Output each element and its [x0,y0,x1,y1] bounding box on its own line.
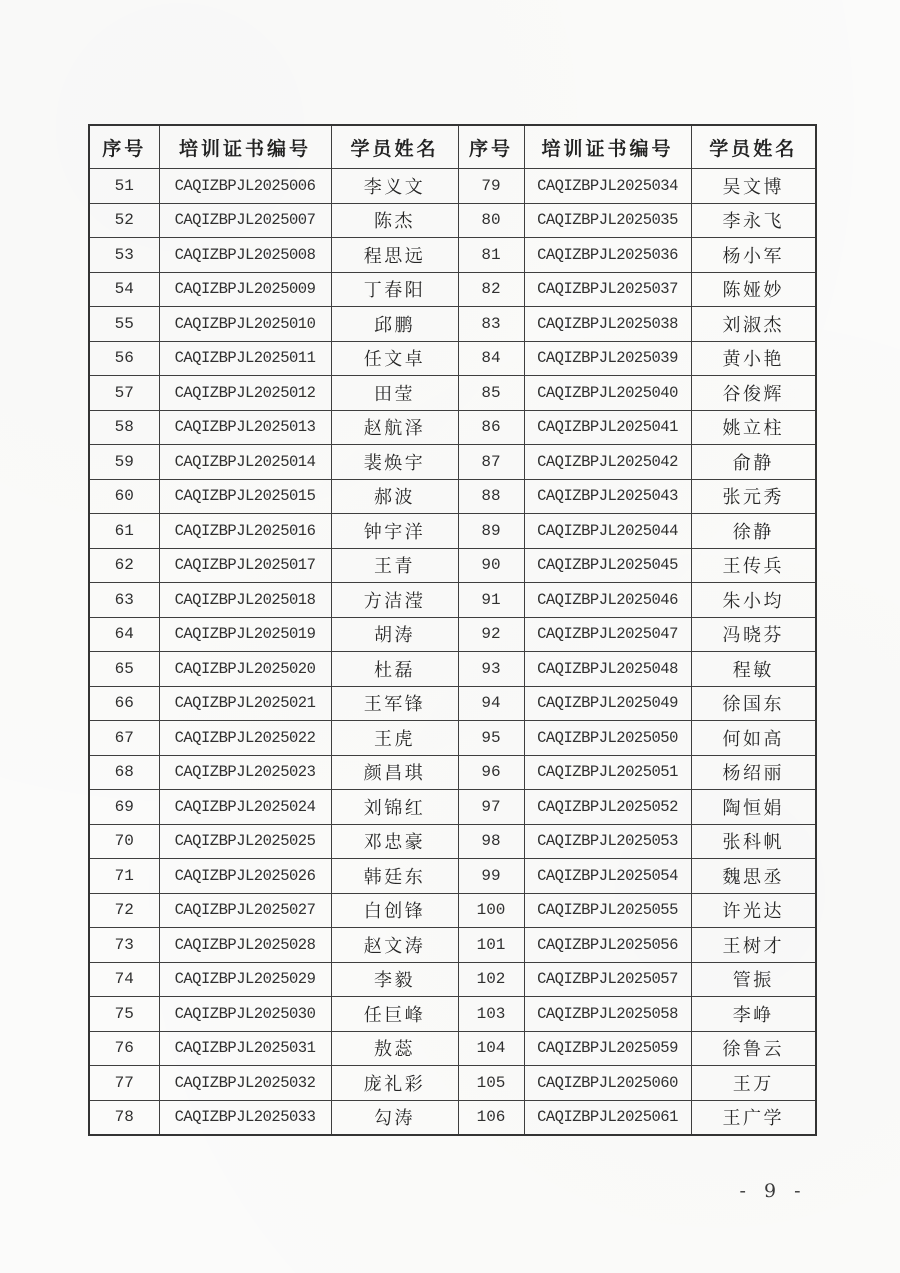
cert-number-cell: CAQIZBPJL2025043 [524,479,691,514]
cert-number-cell: CAQIZBPJL2025044 [524,514,691,549]
cert-number-cell: CAQIZBPJL2025041 [524,410,691,445]
serial-cell: 60 [89,479,159,514]
serial-cell: 69 [89,790,159,825]
student-name-cell: 刘锦红 [331,790,458,825]
student-name-cell: 王广学 [691,1100,816,1135]
student-name-cell: 陈杰 [331,203,458,238]
table-row [89,859,816,894]
student-name-cell: 李毅 [331,962,458,997]
col-header-cert-left: 培训证书编号 [159,125,331,169]
serial-cell: 88 [458,479,524,514]
table-row [89,238,816,273]
table-row [89,548,816,583]
serial-cell: 89 [458,514,524,549]
serial-cell: 52 [89,203,159,238]
serial-cell: 64 [89,617,159,652]
serial-cell: 55 [89,307,159,342]
student-name-cell: 任巨峰 [331,997,458,1032]
cert-number-cell: CAQIZBPJL2025052 [524,790,691,825]
table-row [89,341,816,376]
cert-number-cell: CAQIZBPJL2025015 [159,479,331,514]
student-name-cell: 陶恒娟 [691,790,816,825]
student-name-cell: 管振 [691,962,816,997]
serial-cell: 99 [458,859,524,894]
table-row [89,307,816,342]
student-name-cell: 徐静 [691,514,816,549]
cert-number-cell: CAQIZBPJL2025042 [524,445,691,480]
cert-number-cell: CAQIZBPJL2025056 [524,928,691,963]
cert-number-cell: CAQIZBPJL2025027 [159,893,331,928]
serial-cell: 98 [458,824,524,859]
serial-cell: 96 [458,755,524,790]
cert-number-cell: CAQIZBPJL2025010 [159,307,331,342]
serial-cell: 82 [458,272,524,307]
student-name-cell: 俞静 [691,445,816,480]
table-row [89,272,816,307]
serial-cell: 90 [458,548,524,583]
table-row [89,479,816,514]
col-header-name-left: 学员姓名 [331,125,458,169]
student-name-cell: 颜昌琪 [331,755,458,790]
table-row [89,410,816,445]
cert-number-cell: CAQIZBPJL2025055 [524,893,691,928]
serial-cell: 61 [89,514,159,549]
student-name-cell: 白创锋 [331,893,458,928]
student-name-cell: 郝波 [331,479,458,514]
serial-cell: 77 [89,1066,159,1101]
table-row [89,824,816,859]
cert-number-cell: CAQIZBPJL2025025 [159,824,331,859]
table-row [89,376,816,411]
student-name-cell: 王军锋 [331,686,458,721]
student-name-cell: 赵航泽 [331,410,458,445]
serial-cell: 70 [89,824,159,859]
serial-cell: 105 [458,1066,524,1101]
student-name-cell: 丁春阳 [331,272,458,307]
table-row [89,997,816,1032]
table-row [89,617,816,652]
student-name-cell: 李义文 [331,169,458,204]
table-row [89,583,816,618]
student-name-cell: 吴文博 [691,169,816,204]
cert-number-cell: CAQIZBPJL2025026 [159,859,331,894]
student-name-cell: 程敏 [691,652,816,687]
cert-number-cell: CAQIZBPJL2025057 [524,962,691,997]
student-name-cell: 王树才 [691,928,816,963]
cert-number-cell: CAQIZBPJL2025045 [524,548,691,583]
cert-number-cell: CAQIZBPJL2025060 [524,1066,691,1101]
serial-cell: 93 [458,652,524,687]
student-name-cell: 裴焕宇 [331,445,458,480]
table-row [89,514,816,549]
serial-cell: 79 [458,169,524,204]
student-name-cell: 邓忠豪 [331,824,458,859]
serial-cell: 57 [89,376,159,411]
student-name-cell: 魏思丞 [691,859,816,894]
student-name-cell: 邱鹏 [331,307,458,342]
serial-cell: 65 [89,652,159,687]
serial-cell: 66 [89,686,159,721]
serial-cell: 101 [458,928,524,963]
student-name-cell: 庞礼彩 [331,1066,458,1101]
col-header-name-right: 学员姓名 [691,125,816,169]
cert-number-cell: CAQIZBPJL2025040 [524,376,691,411]
student-name-cell: 杜磊 [331,652,458,687]
serial-cell: 56 [89,341,159,376]
table-row [89,1066,816,1101]
cert-number-cell: CAQIZBPJL2025049 [524,686,691,721]
student-name-cell: 勾涛 [331,1100,458,1135]
serial-cell: 71 [89,859,159,894]
serial-cell: 78 [89,1100,159,1135]
cert-number-cell: CAQIZBPJL2025048 [524,652,691,687]
student-name-cell: 程思远 [331,238,458,273]
cert-number-cell: CAQIZBPJL2025014 [159,445,331,480]
student-name-cell: 谷俊辉 [691,376,816,411]
table-row [89,169,816,204]
cert-number-cell: CAQIZBPJL2025024 [159,790,331,825]
serial-cell: 94 [458,686,524,721]
student-name-cell: 田莹 [331,376,458,411]
student-name-cell: 陈娅妙 [691,272,816,307]
student-name-cell: 赵文涛 [331,928,458,963]
student-name-cell: 冯晓芬 [691,617,816,652]
cert-number-cell: CAQIZBPJL2025038 [524,307,691,342]
cert-number-cell: CAQIZBPJL2025017 [159,548,331,583]
cert-number-cell: CAQIZBPJL2025019 [159,617,331,652]
col-header-serial-left: 序号 [89,125,159,169]
serial-cell: 100 [458,893,524,928]
table-row [89,203,816,238]
table-body [89,169,816,1136]
cert-number-cell: CAQIZBPJL2025032 [159,1066,331,1101]
cert-number-cell: CAQIZBPJL2025036 [524,238,691,273]
student-name-cell: 王青 [331,548,458,583]
student-name-cell: 胡涛 [331,617,458,652]
student-name-cell: 方洁滢 [331,583,458,618]
cert-number-cell: CAQIZBPJL2025028 [159,928,331,963]
student-name-cell: 徐国东 [691,686,816,721]
table-row [89,1100,816,1135]
student-name-cell: 杨小军 [691,238,816,273]
serial-cell: 103 [458,997,524,1032]
table-row [89,721,816,756]
cert-number-cell: CAQIZBPJL2025046 [524,583,691,618]
serial-cell: 91 [458,583,524,618]
serial-cell: 86 [458,410,524,445]
serial-cell: 74 [89,962,159,997]
serial-cell: 95 [458,721,524,756]
table-row [89,893,816,928]
cert-number-cell: CAQIZBPJL2025047 [524,617,691,652]
student-name-cell: 钟宇洋 [331,514,458,549]
table-row [89,445,816,480]
col-header-cert-right: 培训证书编号 [524,125,691,169]
student-name-cell: 王传兵 [691,548,816,583]
student-name-cell: 刘淑杰 [691,307,816,342]
cert-number-cell: CAQIZBPJL2025012 [159,376,331,411]
student-name-cell: 何如高 [691,721,816,756]
serial-cell: 58 [89,410,159,445]
serial-cell: 53 [89,238,159,273]
student-name-cell: 李永飞 [691,203,816,238]
serial-cell: 54 [89,272,159,307]
table-row [89,755,816,790]
student-name-cell: 许光达 [691,893,816,928]
trainee-roster-table [88,124,817,1136]
cert-number-cell: CAQIZBPJL2025016 [159,514,331,549]
serial-cell: 85 [458,376,524,411]
table-row [89,652,816,687]
cert-number-cell: CAQIZBPJL2025061 [524,1100,691,1135]
student-name-cell: 黄小艳 [691,341,816,376]
table-row [89,1031,816,1066]
cert-number-cell: CAQIZBPJL2025054 [524,859,691,894]
student-name-cell: 韩廷东 [331,859,458,894]
cert-number-cell: CAQIZBPJL2025059 [524,1031,691,1066]
cert-number-cell: CAQIZBPJL2025011 [159,341,331,376]
cert-number-cell: CAQIZBPJL2025018 [159,583,331,618]
student-name-cell: 姚立柱 [691,410,816,445]
serial-cell: 102 [458,962,524,997]
student-name-cell: 徐鲁云 [691,1031,816,1066]
header-row [89,125,816,169]
cert-number-cell: CAQIZBPJL2025023 [159,755,331,790]
cert-number-cell: CAQIZBPJL2025033 [159,1100,331,1135]
serial-cell: 73 [89,928,159,963]
student-name-cell: 杨绍丽 [691,755,816,790]
cert-number-cell: CAQIZBPJL2025029 [159,962,331,997]
student-name-cell: 张科帆 [691,824,816,859]
cert-number-cell: CAQIZBPJL2025050 [524,721,691,756]
cert-number-cell: CAQIZBPJL2025034 [524,169,691,204]
cert-number-cell: CAQIZBPJL2025007 [159,203,331,238]
cert-number-cell: CAQIZBPJL2025058 [524,997,691,1032]
student-name-cell: 朱小均 [691,583,816,618]
serial-cell: 104 [458,1031,524,1066]
student-name-cell: 李峥 [691,997,816,1032]
cert-number-cell: CAQIZBPJL2025031 [159,1031,331,1066]
student-name-cell: 王万 [691,1066,816,1101]
serial-cell: 76 [89,1031,159,1066]
serial-cell: 72 [89,893,159,928]
serial-cell: 81 [458,238,524,273]
cert-number-cell: CAQIZBPJL2025021 [159,686,331,721]
serial-cell: 62 [89,548,159,583]
table-row [89,686,816,721]
serial-cell: 87 [458,445,524,480]
cert-number-cell: CAQIZBPJL2025022 [159,721,331,756]
student-name-cell: 张元秀 [691,479,816,514]
serial-cell: 75 [89,997,159,1032]
table-row [89,962,816,997]
page-number: - 9 - [739,1180,807,1202]
cert-number-cell: CAQIZBPJL2025030 [159,997,331,1032]
serial-cell: 67 [89,721,159,756]
serial-cell: 92 [458,617,524,652]
serial-cell: 84 [458,341,524,376]
serial-cell: 63 [89,583,159,618]
table-row [89,790,816,825]
cert-number-cell: CAQIZBPJL2025009 [159,272,331,307]
serial-cell: 51 [89,169,159,204]
serial-cell: 68 [89,755,159,790]
cert-number-cell: CAQIZBPJL2025051 [524,755,691,790]
cert-number-cell: CAQIZBPJL2025037 [524,272,691,307]
col-header-serial-right: 序号 [458,125,524,169]
cert-number-cell: CAQIZBPJL2025039 [524,341,691,376]
cert-number-cell: CAQIZBPJL2025035 [524,203,691,238]
serial-cell: 80 [458,203,524,238]
student-name-cell: 敖蕊 [331,1031,458,1066]
serial-cell: 106 [458,1100,524,1135]
cert-number-cell: CAQIZBPJL2025013 [159,410,331,445]
serial-cell: 97 [458,790,524,825]
cert-number-cell: CAQIZBPJL2025006 [159,169,331,204]
cert-number-cell: CAQIZBPJL2025020 [159,652,331,687]
student-name-cell: 任文卓 [331,341,458,376]
serial-cell: 83 [458,307,524,342]
cert-number-cell: CAQIZBPJL2025008 [159,238,331,273]
serial-cell: 59 [89,445,159,480]
cert-number-cell: CAQIZBPJL2025053 [524,824,691,859]
student-name-cell: 王虎 [331,721,458,756]
table-row [89,928,816,963]
